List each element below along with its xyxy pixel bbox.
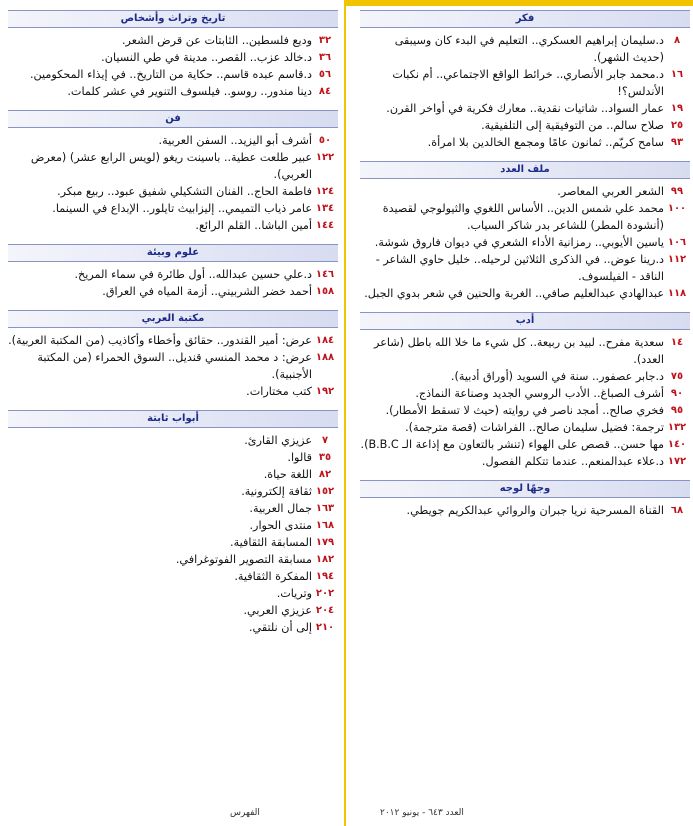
left-column [8,0,338,636]
entry-title: د.رينا عوض.. في الذكرى الثلاثين لرحيله.. خليل حاوي الشاعر - الناقد - الفيلسوف. [375,253,664,283]
entry-title: كتب مختارات. [246,385,312,398]
page-number: ٢٥ [670,120,684,131]
page-number: ٢٠٢ [315,588,335,599]
toc-entry[interactable] [360,183,690,200]
entry-title: سامح كريّم.. ثمانون عامًا ومجمع الخالدين بلا امرأة. [427,136,664,149]
page-number: ١٨٨ [315,352,335,363]
toc-entry[interactable] [360,285,690,302]
page-number: ١٠٦ [667,237,687,248]
toc-entry[interactable] [8,266,338,283]
page-number: ٩٠ [670,388,684,399]
entry-title: د.قاسم عبده قاسم.. حكاية من التاريخ.. في إيذاء المحكومين. [29,68,312,81]
entry-title: د.سليمان إبراهيم العسكري.. التعليم في البدء كان وسيبقى (حديث الشهر). [394,34,664,64]
toc-entry[interactable] [8,602,338,619]
toc-entry[interactable] [8,466,338,483]
page-number: ١٦ [670,69,684,80]
page-number: ١٧٩ [315,537,335,548]
toc-entry[interactable] [8,383,338,400]
entry-title: مها حسن.. قصص على الهواء (تنشر بالتعاون مع إذاعة الـ B.B.C). [360,438,664,451]
toc-entry[interactable] [8,200,338,217]
page-number: ٥٦ [318,69,332,80]
toc-entry[interactable] [360,100,690,117]
page-number: ١٦٣ [315,503,335,514]
toc-entry[interactable] [8,568,338,585]
entry-title: وتريات. [276,587,312,600]
toc-entry[interactable] [360,402,690,419]
toc-section [8,310,338,400]
entry-title: المفكرة الثقافية. [234,570,312,583]
entry-title: د.خالد عزب.. القصر.. مدينة في طي النسيان. [101,51,312,64]
page-number: ١٣٢ [667,422,687,433]
toc-entry[interactable] [360,200,690,234]
entry-title: عبير طلعت عطية.. باسينت ريغو (لويس الرابع عشر) (معرض العربي). [30,151,312,181]
toc-entry[interactable] [360,502,690,519]
section-heading: فن [8,110,338,128]
toc-entry[interactable] [8,534,338,551]
section-heading: فكر [360,10,690,28]
toc-entry[interactable] [8,551,338,568]
footer-issue-info: العدد ٦٤٣ - يونيو ٢٠١٢ [380,808,464,818]
toc-section [8,410,338,636]
page-number: ٥٠ [318,135,332,146]
entry-title: د.محمد جابر الأنصاري.. خرائط الواقع الاجتماعي.. أم نكبات الأندلس؟! [392,68,664,98]
page-number: ٢٠٤ [315,605,335,616]
entry-title: سعدية مفرح.. لبيد بن ربيعة.. كل شيء ما خلا الله باطل (شاعر العدد). [374,336,664,366]
toc-entry[interactable] [360,453,690,470]
toc-section [8,10,338,100]
page-number: ٨٤ [318,86,332,97]
entry-title: فاطمة الحاج.. الفنان التشكيلي شفيق عبود.. ربيع مبكر. [57,185,312,198]
entry-title: محمد علي شمس الدين.. الأساس اللغوي والثيولوجي لقصيدة (أنشودة المطر) للشاعر بدر شاكر السياب. [382,202,664,232]
toc-entry[interactable] [8,132,338,149]
entry-title: أمين الباشا.. القلم الرائع. [195,219,312,232]
toc-entry[interactable] [8,217,338,234]
entry-title: منتدى الحوار. [249,519,312,532]
section-heading: ملف العدد [360,161,690,179]
entry-title: د.علي حسين عبدالله.. أول طائرة في سماء المريخ. [74,268,312,281]
page-number: ٩٣ [670,137,684,148]
page-number: ١٨٤ [315,335,335,346]
page-number: ١٤ [670,337,684,348]
section-heading: أبواب ثابتة [8,410,338,428]
page-number: ١٩ [670,103,684,114]
toc-entry[interactable] [360,334,690,368]
entry-title: إلى أن نلتقي. [248,621,312,634]
entry-title: د.جابر عصفور.. سنة في السويد (أوراق أدبية). [450,370,664,383]
page-number: ٢١٠ [315,622,335,633]
page-number: ١٠٠ [667,203,687,214]
toc-entry[interactable] [360,419,690,436]
page-number: ١٣٤ [315,203,335,214]
entry-title: القناة المسرحية نريا جبران والروائي عبدالكريم جويطي. [406,504,664,517]
entry-title: أحمد خضر الشربيني.. أزمة المياه في العراق. [102,285,312,298]
toc-section [360,161,690,302]
page-number: ١٤٦ [315,269,335,280]
toc-entry[interactable] [360,117,690,134]
entry-title: عزيزي العربي. [243,604,312,617]
toc-entry[interactable] [360,436,690,453]
page-number: ١٩٢ [315,386,335,397]
page-number: ١٢٤ [315,186,335,197]
section-heading: مكتبة العربي [8,310,338,328]
entry-title: عامر ذياب التميمي.. إليزابيث تايلور.. الإبداع في السينما. [52,202,312,215]
column-divider [344,0,346,826]
entry-title: عزيزي القارئ. [244,434,312,447]
toc-entry[interactable] [8,149,338,183]
toc-entry[interactable] [8,332,338,349]
page-number: ١١٨ [667,288,687,299]
section-heading: أدب [360,312,690,330]
entry-title: عرض: د محمد المنسي قنديل.. السوق الحمراء (من المكتبة الأجنبية). [37,351,312,381]
toc-entry[interactable] [8,32,338,49]
toc-entry[interactable] [360,66,690,100]
toc-entry[interactable] [360,234,690,251]
page-number: ٨ [673,35,681,46]
page-number: ٦٨ [670,505,684,516]
toc-entry[interactable] [360,385,690,402]
entry-title: صلاح سالم.. من التوفيقية إلى التلفيقية. [481,119,664,132]
entry-title: ياسين الأيوبي.. رمزانية الأداء الشعري في ديوان فاروق شوشة. [374,236,664,249]
page-number: ٣٢ [318,35,332,46]
page-number: ١٩٤ [315,571,335,582]
entry-title: مسابقة التصوير الفوتوغرافي. [175,553,312,566]
page-number: ٣٦ [318,52,332,63]
toc-entry[interactable] [8,585,338,602]
entry-title: قالوا. [287,451,312,464]
toc-entry[interactable] [8,66,338,83]
toc-entry[interactable] [8,49,338,66]
section-heading: وجهًا لوجه [360,480,690,498]
page-number: ١١٢ [667,254,687,265]
toc-entry[interactable] [360,368,690,385]
page-number: ٧٥ [670,371,684,382]
page-number: ١٧٢ [667,456,687,467]
entry-title: أشرف الصباغ.. الأدب الروسي الجديد وصناعة النماذج. [415,387,664,400]
page-number: ١٨٢ [315,554,335,565]
entry-title: عرض: أمير القندور.. حقائق وأخطاء وأكاذيب (من المكتبة العربية). [8,334,312,347]
toc-entry[interactable] [8,449,338,466]
entry-title: عبدالهادي عبدالعليم صافي.. الغربة والحنين في شعر بدوي الجبل. [364,287,664,300]
toc-entry[interactable] [8,500,338,517]
section-heading: علوم وبيئة [8,244,338,262]
toc-entry[interactable] [8,483,338,500]
toc-entry[interactable] [8,349,338,383]
page-number: ٧ [321,435,329,446]
entry-title: وديع فلسطين.. الثابتات عن قرض الشعر. [121,34,312,47]
entry-title: ثقافة إلكترونية. [241,485,312,498]
page-number: ١٥٢ [315,486,335,497]
toc-section [360,312,690,470]
page-number: ٩٩ [670,186,684,197]
toc-entry[interactable] [360,134,690,151]
entry-title: الشعر العربي المعاصر. [557,185,664,198]
right-column [360,0,690,519]
toc-section [8,244,338,300]
page-number: ٩٥ [670,405,684,416]
entry-title: اللغة حياة. [263,468,312,481]
footer-section-label: الفهرس [230,808,260,818]
toc-entry[interactable] [8,183,338,200]
section-heading: تاريخ وتراث وأشخاص [8,10,338,28]
toc-entry[interactable] [8,517,338,534]
entry-title: أشرف أبو اليزيد.. السفن العربية. [158,134,312,147]
entry-title: المسابقة الثقافية. [230,536,312,549]
toc-entry[interactable] [8,83,338,100]
toc-entry[interactable] [8,432,338,449]
page-number: ١٤٠ [667,439,687,450]
page-number: ١٢٢ [315,152,335,163]
entry-title: فخري صالح.. أمجد ناصر في روايته (حيث لا تسقط الأمطار). [385,404,664,417]
toc-entry[interactable] [360,32,690,66]
toc-entry[interactable] [8,619,338,636]
entry-title: ترجمة: فضيل سليمان صالح.. الفراشات (قصة مترجمة). [405,421,664,434]
page-number: ١٤٤ [315,220,335,231]
toc-section [360,480,690,519]
page-number: ١٥٨ [315,286,335,297]
page-number: ٨٢ [318,469,332,480]
entry-title: عمار السواد.. شاتيات نقدية.. معارك فكرية في أواخر القرن. [386,102,664,115]
entry-title: جمال العربية. [249,502,312,515]
toc-entry[interactable] [360,251,690,285]
toc-section [360,10,690,151]
page-number: ٣٥ [318,452,332,463]
page-number: ١٦٨ [315,520,335,531]
entry-title: د.علاء عبدالمنعم.. عندما تتكلم الفصول. [481,455,664,468]
entry-title: دينا مندور.. روسو.. فيلسوف التنوير في عشر كلمات. [67,85,312,98]
toc-entry[interactable] [8,283,338,300]
toc-section [8,110,338,234]
